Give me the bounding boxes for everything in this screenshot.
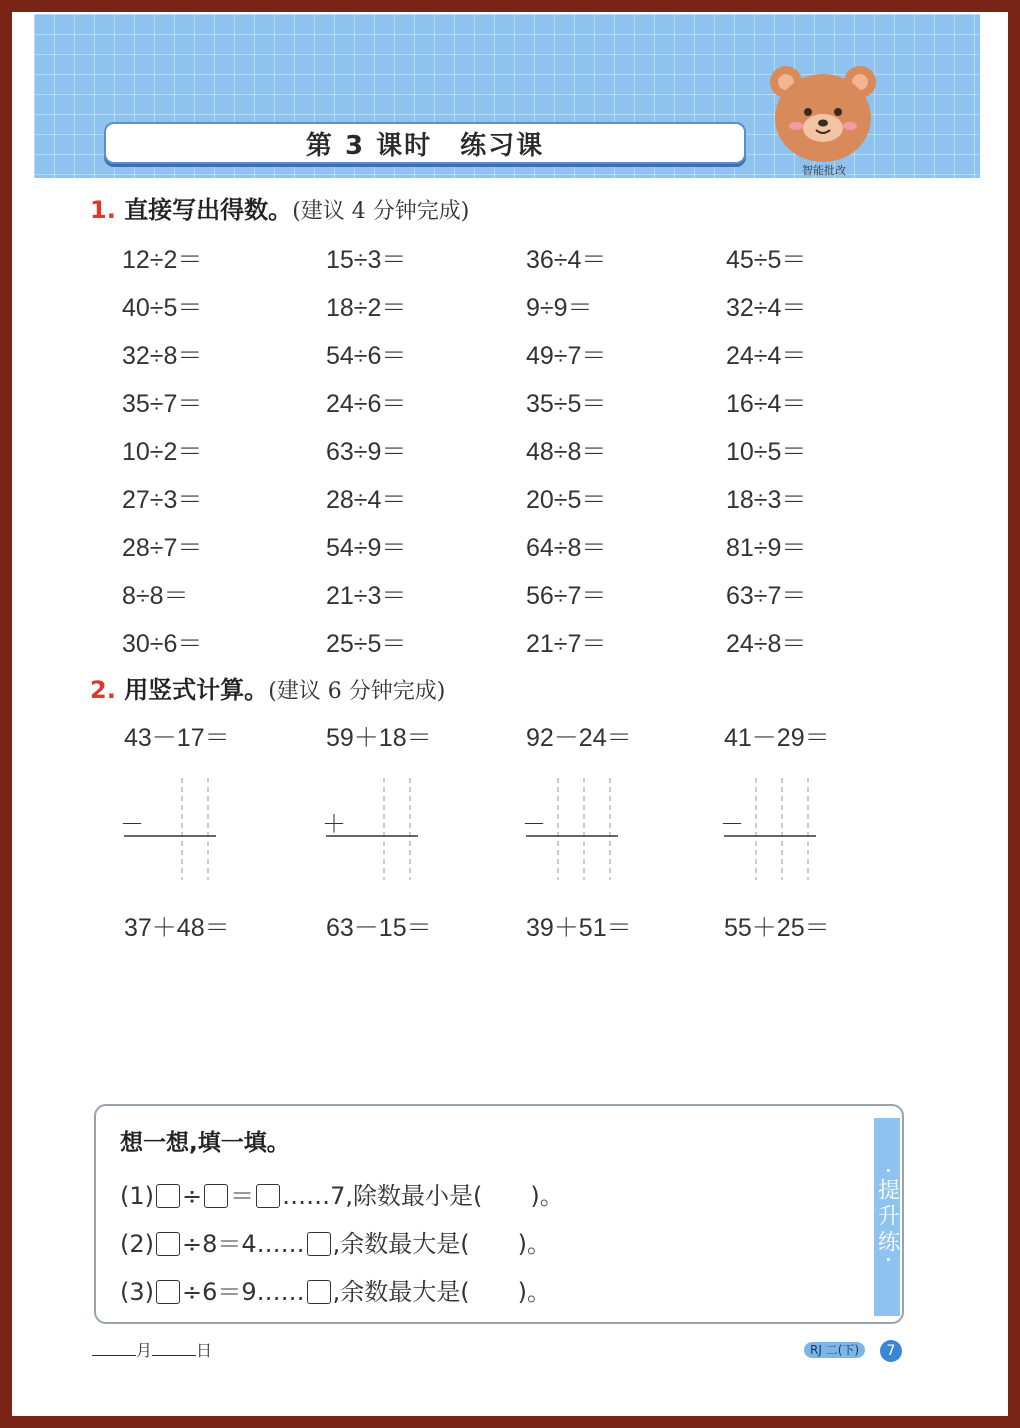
division-problem: 10÷5＝ — [726, 438, 807, 466]
division-problem: 81÷9＝ — [726, 534, 807, 562]
question-3 — [120, 1272, 551, 1307]
section1-note: (建议 4 分钟完成) — [292, 199, 470, 224]
section1-heading — [90, 190, 469, 225]
division-problem: 16÷4＝ — [726, 390, 807, 418]
vertical-calc-problem: 43－17＝ — [124, 724, 230, 752]
division-problem: 32÷8＝ — [122, 342, 203, 370]
blank-box[interactable] — [156, 1280, 180, 1304]
division-problem: 28÷4＝ — [326, 486, 407, 514]
division-problem: 24÷6＝ — [326, 390, 407, 418]
division-problem: 27÷3＝ — [122, 486, 203, 514]
division-problem: 18÷2＝ — [326, 294, 407, 322]
operator-sign: － — [720, 811, 744, 838]
q2-mid: ÷8＝4…… — [182, 1230, 305, 1258]
operator-sign: － — [120, 811, 144, 838]
blank-box[interactable] — [256, 1184, 280, 1208]
q1-rest: ……7,除数最小是( )。 — [282, 1182, 564, 1210]
vertical-calc-problem: 63－15＝ — [326, 914, 432, 942]
vertical-calc-problem: 37＋48＝ — [124, 914, 230, 942]
division-problem: 30÷6＝ — [122, 630, 203, 658]
division-problem: 18÷3＝ — [726, 486, 807, 514]
operator-sign: － — [522, 811, 546, 838]
q2-prefix: (2) — [120, 1230, 154, 1258]
question-1 — [120, 1176, 564, 1211]
section2-heading — [90, 670, 445, 705]
vertical-calc-problem: 59＋18＝ — [326, 724, 432, 752]
division-problem: 32÷4＝ — [726, 294, 807, 322]
division-problem: 21÷7＝ — [526, 630, 607, 658]
section2-note: (建议 6 分钟完成) — [268, 679, 446, 704]
date-field — [92, 1338, 212, 1361]
division-problem: 64÷8＝ — [526, 534, 607, 562]
bear-icon — [764, 60, 882, 170]
question-2 — [120, 1224, 551, 1259]
q3-mid: ÷6＝9…… — [182, 1278, 305, 1306]
month-blank[interactable] — [92, 1355, 136, 1356]
blank-box[interactable] — [307, 1280, 331, 1304]
blank-box[interactable] — [156, 1232, 180, 1256]
title-bar — [104, 122, 746, 164]
division-problem: 8÷8＝ — [122, 582, 189, 610]
badge-caption: 智能批改 — [802, 164, 846, 177]
division-problem: 24÷8＝ — [726, 630, 807, 658]
division-problem: 36÷4＝ — [526, 246, 607, 274]
blank-box[interactable] — [307, 1232, 331, 1256]
q2-rest: ,余数最大是( )。 — [332, 1230, 552, 1258]
month-label: 月 — [136, 1341, 153, 1360]
q1-eq: ＝ — [230, 1182, 255, 1210]
division-problem: 28÷7＝ — [122, 534, 203, 562]
section2-title: 用竖式计算。 — [124, 676, 269, 704]
division-problem: 15÷3＝ — [326, 246, 407, 274]
section2-number: 2. — [90, 676, 116, 704]
q1-prefix: (1) — [120, 1182, 154, 1210]
extension-tab: ·提升练· — [874, 1118, 900, 1316]
division-problem: 49÷7＝ — [526, 342, 607, 370]
worksheet-page — [12, 12, 1008, 1416]
division-problem: 10÷2＝ — [122, 438, 203, 466]
division-problem: 54÷6＝ — [326, 342, 407, 370]
vertical-calc-problem: 55＋25＝ — [724, 914, 830, 942]
section1-number: 1. — [90, 196, 116, 224]
q3-rest: ,余数最大是( )。 — [332, 1278, 552, 1306]
division-problem: 56÷7＝ — [526, 582, 607, 610]
blank-box[interactable] — [156, 1184, 180, 1208]
division-problem: 63÷9＝ — [326, 438, 407, 466]
division-problem: 20÷5＝ — [526, 486, 607, 514]
day-label: 日 — [196, 1341, 213, 1360]
vertical-calc-problem: 39＋51＝ — [526, 914, 632, 942]
page-title: 第 3 课时 练习课 — [305, 130, 545, 161]
division-problem: 35÷7＝ — [122, 390, 203, 418]
section1-title: 直接写出得数。 — [124, 196, 293, 224]
division-problem: 25÷5＝ — [326, 630, 407, 658]
division-problem: 63÷7＝ — [726, 582, 807, 610]
q1-op: ÷ — [182, 1182, 203, 1210]
division-problem: 40÷5＝ — [122, 294, 203, 322]
division-problem: 9÷9＝ — [526, 294, 593, 322]
vertical-calc-problem: 41－29＝ — [724, 724, 830, 752]
q3-prefix: (3) — [120, 1278, 154, 1306]
division-problem: 54÷9＝ — [326, 534, 407, 562]
operator-sign: ＋ — [322, 811, 346, 838]
vertical-calc-problem: 92－24＝ — [526, 724, 632, 752]
division-problem: 12÷2＝ — [122, 246, 203, 274]
division-problem: 48÷8＝ — [526, 438, 607, 466]
division-problem: 21÷3＝ — [326, 582, 407, 610]
day-blank[interactable] — [152, 1355, 196, 1356]
blank-box[interactable] — [204, 1184, 228, 1208]
grade-badge: RJ 二(下) — [804, 1342, 865, 1358]
extension-title: 想一想,填一填。 — [120, 1130, 290, 1156]
division-problem: 24÷4＝ — [726, 342, 807, 370]
page-number: 7 — [880, 1340, 902, 1362]
division-problem: 35÷5＝ — [526, 390, 607, 418]
division-problem: 45÷5＝ — [726, 246, 807, 274]
